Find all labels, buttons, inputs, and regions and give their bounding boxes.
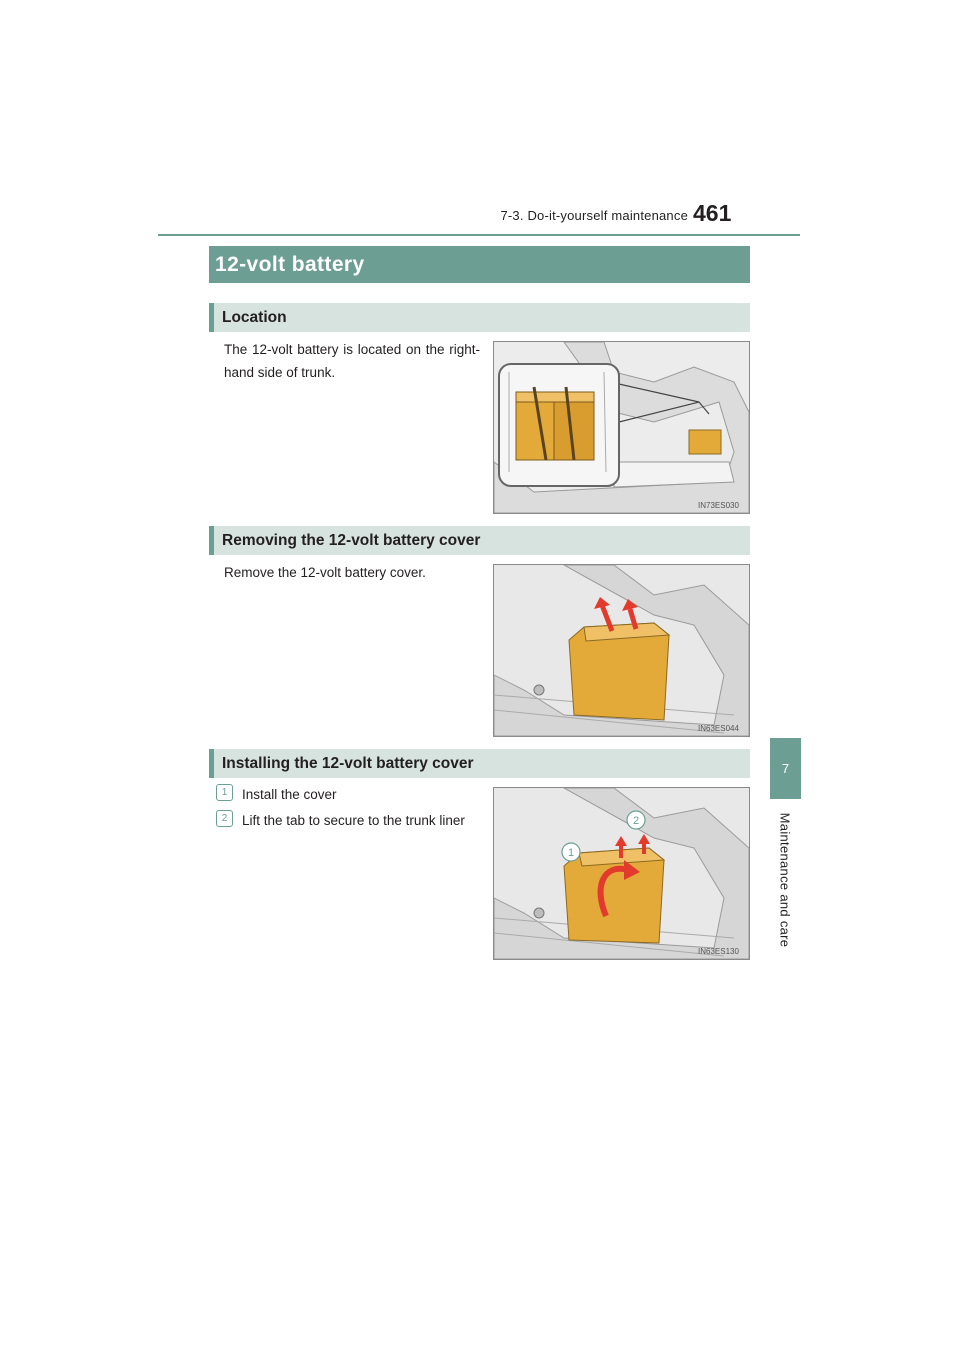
section-heading-removing: Removing the 12-volt battery cover bbox=[209, 526, 750, 555]
section-heading-location: Location bbox=[209, 303, 750, 332]
chapter-label-text: Maintenance and care bbox=[777, 812, 793, 948]
chapter-label bbox=[775, 810, 795, 950]
step-number-2: 2 bbox=[216, 810, 233, 827]
figure-code-installing: IN63ES130 bbox=[698, 947, 739, 956]
remove-cover-illustration bbox=[494, 565, 749, 736]
install-cover-illustration bbox=[494, 788, 749, 959]
page-title: 12-volt battery bbox=[209, 246, 750, 283]
trunk-location-illustration bbox=[494, 342, 749, 513]
figure-battery-location bbox=[493, 341, 750, 514]
page-number: 461 bbox=[693, 200, 732, 226]
step-text-1: Install the cover bbox=[242, 787, 337, 802]
step-number-1: 1 bbox=[216, 784, 233, 801]
header-rule bbox=[158, 234, 800, 236]
install-step-1 bbox=[216, 783, 480, 806]
figure-install-cover bbox=[493, 787, 750, 960]
chapter-tab bbox=[770, 738, 801, 799]
callout-1: 1 bbox=[567, 847, 575, 859]
figure-remove-cover bbox=[493, 564, 750, 737]
figure-code-location: IN73ES030 bbox=[698, 501, 739, 510]
chapter-number: 7 bbox=[781, 761, 790, 776]
section-heading-installing: Installing the 12-volt battery cover bbox=[209, 749, 750, 778]
location-text: The 12-volt battery is located on the right-hand side of trunk. bbox=[224, 342, 480, 380]
running-header-section: 7-3. Do-it-yourself maintenance bbox=[500, 208, 688, 223]
callout-2: 2 bbox=[632, 815, 640, 827]
figure-code-removing: IN63ES044 bbox=[698, 724, 739, 733]
removing-text: Remove the 12-volt battery cover. bbox=[224, 565, 426, 580]
install-step-2 bbox=[216, 809, 480, 832]
step-text-2: Lift the tab to secure to the trunk liner bbox=[242, 813, 465, 828]
